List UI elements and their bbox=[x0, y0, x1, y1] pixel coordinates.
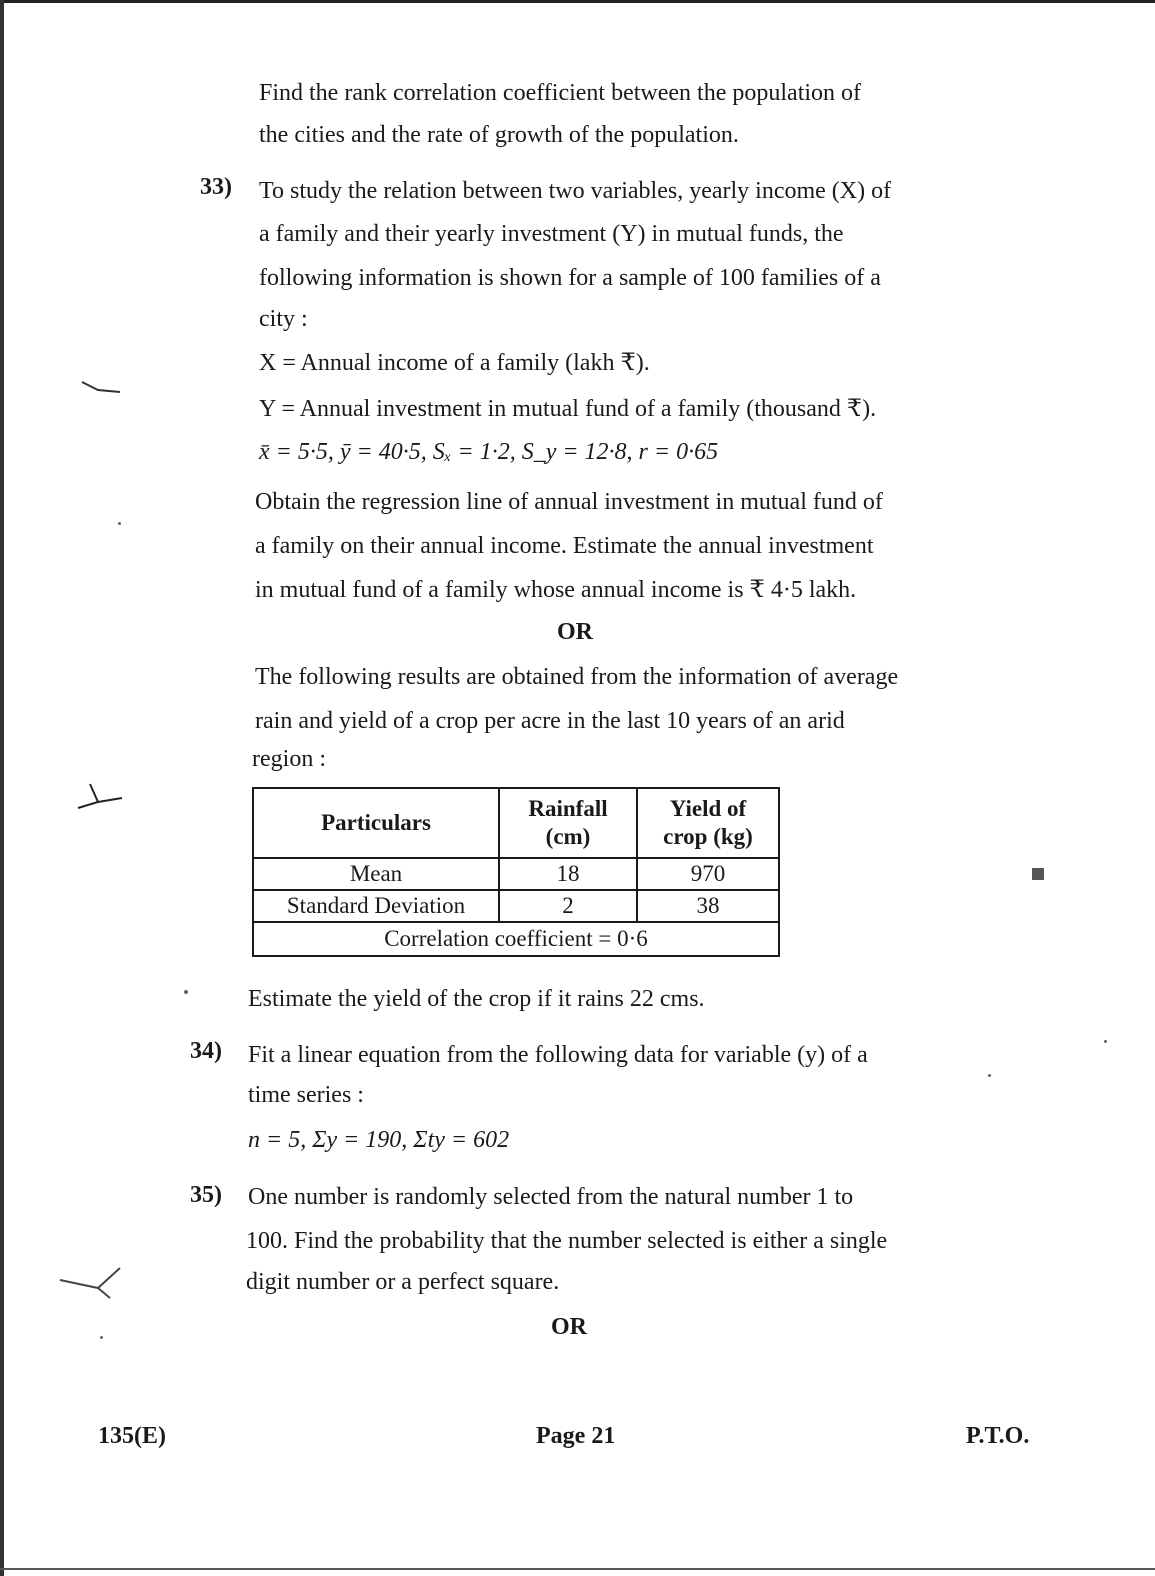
cell-mean-rainfall: 18 bbox=[499, 858, 637, 890]
cell-sd-label: Standard Deviation bbox=[253, 890, 499, 922]
q33-alt-line-3: region : bbox=[252, 746, 326, 772]
q35-line-2: 100. Find the probability that the number selected is either a single bbox=[246, 1228, 888, 1254]
q33-estimate-line: Estimate the yield of the crop if it rains 22 cms. bbox=[248, 986, 705, 1012]
header-yield-line-1: Yield of bbox=[669, 796, 747, 821]
scan-speck bbox=[184, 990, 188, 994]
question-34-number: 34) bbox=[190, 1038, 222, 1064]
q34-line-3: n = 5, Σy = 190, Σty = 602 bbox=[248, 1127, 510, 1153]
page-border-top bbox=[0, 0, 1155, 3]
header-yield bbox=[637, 788, 779, 858]
q33-statistics-line: x̄ = 5·5, ȳ = 40·5, Sₓ = 1·2, S_y = 12·8, r = 0·65 bbox=[259, 439, 719, 465]
scan-mark-4 bbox=[1030, 866, 1048, 884]
cell-mean-label: Mean bbox=[253, 858, 499, 890]
q35-line-3: digit number or a perfect square. bbox=[246, 1269, 560, 1295]
question-33-number: 33) bbox=[200, 174, 232, 200]
scan-mark-2 bbox=[70, 782, 130, 822]
question-35-number: 35) bbox=[190, 1182, 222, 1208]
footer-page-number: Page 21 bbox=[536, 1423, 616, 1449]
scan-speck bbox=[1104, 1040, 1107, 1043]
q33-line-4: city : bbox=[259, 306, 308, 332]
q33-line-2: a family and their yearly investment (Y) in mutual funds, the bbox=[259, 221, 844, 247]
header-yield-line-2: crop (kg) bbox=[663, 824, 753, 849]
scan-speck bbox=[118, 522, 121, 525]
scan-speck bbox=[988, 1074, 991, 1077]
footer-pto: P.T.O. bbox=[966, 1423, 1030, 1449]
header-rainfall-line-1: Rainfall bbox=[528, 796, 608, 821]
intro-line-2: the cities and the rate of growth of the population. bbox=[259, 122, 739, 148]
scan-mark-1 bbox=[80, 378, 130, 400]
table-row-correlation bbox=[253, 922, 779, 956]
q33-line-10: in mutual fund of a family whose annual income is ₹ 4·5 lakh. bbox=[255, 577, 857, 603]
q34-line-1: Fit a linear equation from the following data for variable (y) of a bbox=[248, 1042, 868, 1068]
cell-sd-rainfall: 2 bbox=[499, 890, 637, 922]
scan-speck bbox=[100, 1336, 103, 1339]
table-row-sd bbox=[253, 890, 779, 922]
q33-line-9: a family on their annual income. Estimate the annual investment bbox=[255, 533, 874, 559]
q33-line-1: To study the relation between two variables, yearly income (X) of bbox=[259, 178, 892, 204]
table-row-mean bbox=[253, 858, 779, 890]
q33-alt-line-2: rain and yield of a crop per acre in the last 10 years of an arid bbox=[255, 708, 845, 734]
q35-or: OR bbox=[551, 1314, 587, 1340]
rainfall-yield-table bbox=[252, 787, 780, 957]
header-particulars: Particulars bbox=[253, 788, 499, 858]
q33-line-8: Obtain the regression line of annual investment in mutual fund of bbox=[255, 489, 883, 515]
page-border-left bbox=[0, 0, 4, 1576]
q34-line-2: time series : bbox=[248, 1082, 364, 1108]
header-rainfall-line-2: (cm) bbox=[545, 824, 591, 849]
q33-alt-line-1: The following results are obtained from the information of average bbox=[255, 664, 899, 690]
q33-line-6: Y = Annual investment in mutual fund of a family (thousand ₹). bbox=[259, 396, 877, 422]
table-header-row bbox=[253, 788, 779, 858]
intro-line-1: Find the rank correlation coefficient between the population of bbox=[259, 80, 862, 106]
header-rainfall bbox=[499, 788, 637, 858]
q33-or: OR bbox=[557, 619, 593, 645]
q35-line-1: One number is randomly selected from the natural number 1 to bbox=[248, 1184, 854, 1210]
q33-line-5: X = Annual income of a family (lakh ₹). bbox=[259, 350, 650, 376]
cell-mean-yield: 970 bbox=[637, 858, 779, 890]
cell-sd-yield: 38 bbox=[637, 890, 779, 922]
page-border-bottom bbox=[0, 1568, 1155, 1570]
scan-mark-3 bbox=[58, 1262, 128, 1302]
footer-paper-code: 135(E) bbox=[98, 1423, 166, 1449]
cell-correlation: Correlation coefficient = 0·6 bbox=[253, 922, 779, 956]
q33-line-3: following information is shown for a sample of 100 families of a bbox=[259, 265, 881, 291]
